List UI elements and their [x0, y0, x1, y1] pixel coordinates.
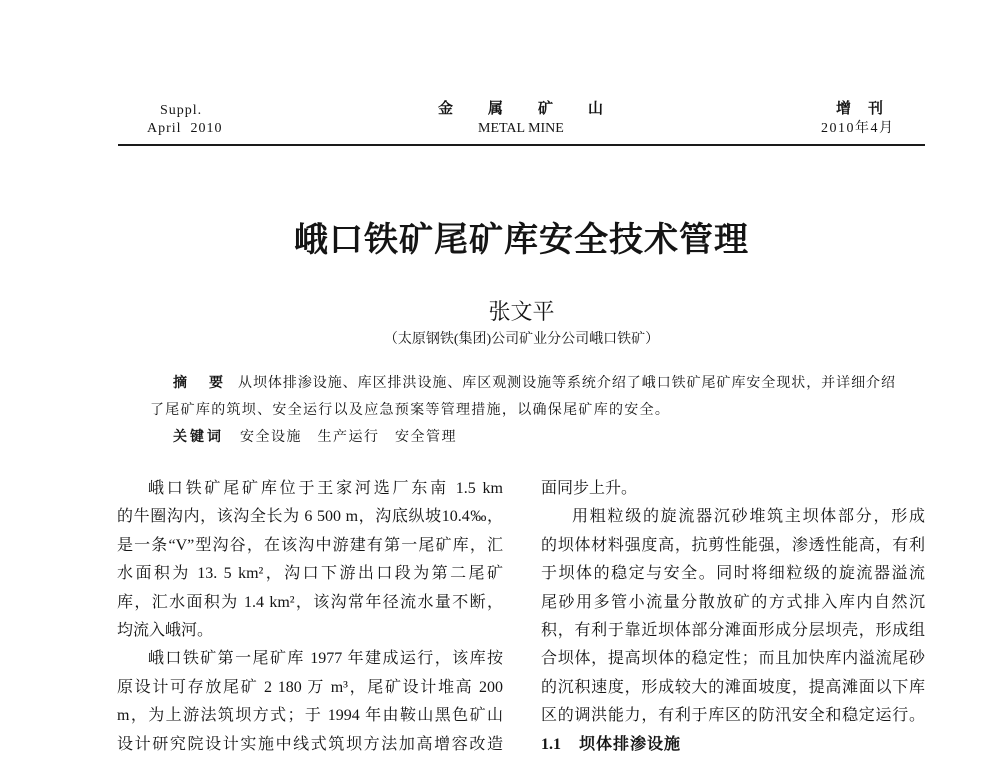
body-line: 积，有利于靠近坝体部分滩面形成分层坝壳，形成组	[541, 621, 925, 639]
body-line: 合坝体，提高坝体的稳定性；而且加快库内溢流尾砂	[541, 650, 925, 668]
issue-date-cn: 2010年4月	[821, 121, 895, 136]
supplement-label-cn: 增 刊	[836, 101, 885, 117]
header-rule	[118, 144, 925, 146]
body-column-right	[541, 475, 925, 759]
author-affiliation: （太原钢铁(集团)公司矿业分公司峨口铁矿）	[383, 332, 660, 347]
body-line: 原设计可存放尾矿 2 180 万 m³，尾矿设计堆高 200	[117, 678, 503, 696]
article-title: 峨口铁矿尾矿库安全技术管理	[294, 220, 749, 260]
abstract-text-line: 了尾矿库的筑坝、安全运行以及应急预案等管理措施，以确保尾矿库的安全。	[150, 403, 671, 418]
journal-name-cn: 金 属 矿 山	[438, 101, 614, 117]
keywords-label: 关键词	[173, 430, 224, 445]
body-line: 用粗粒级的旋流器沉砂堆筑主坝体部分，形成	[572, 508, 925, 526]
body-column-left	[117, 475, 503, 759]
body-line: 区的调洪能力，有利于库区的防汛安全和稳定运行。	[541, 707, 925, 725]
body-line: 是一条“V”型沟谷，在该沟中游建有第一尾矿库，汇	[117, 536, 503, 554]
section-title: 坝体排渗设施	[579, 735, 682, 753]
body-line: 的坝体材料强度高，抗剪性能强，渗透性能高，有利	[541, 536, 925, 554]
keywords-text: 安全设施 生产运行 安全管理	[240, 430, 457, 445]
body-line: 峨口铁矿第一尾矿库 1977 年建成运行，该库按	[148, 650, 503, 668]
body-line: m，为上游法筑坝方式；于 1994 年由鞍山黑色矿山	[117, 707, 503, 725]
body-line: 设计研究院设计实施中线式筑坝方法加高增容改造	[117, 735, 503, 753]
body-line: 峨口铁矿尾矿库位于王家河选厂东南 1.5 km	[148, 480, 503, 497]
supplement-label-en: Suppl.	[160, 103, 203, 118]
journal-name-en: METAL MINE	[478, 121, 564, 136]
author-name: 张文平	[488, 299, 555, 324]
body-line: 于坝体的稳定与安全。同时将细粒级的旋流器溢流	[541, 565, 925, 583]
body-line: 水面积为 13. 5 km²，沟口下游出口段为第二尾矿	[117, 565, 503, 583]
body-line: 的沉积速度，形成较大的滩面坡度，提高滩面以下库	[541, 678, 925, 696]
section-heading	[541, 731, 925, 759]
body-line: 尾砂用多管小流量分散放矿的方式排入库内自然沉	[541, 593, 925, 611]
issue-date-en: April 2010	[147, 121, 223, 136]
section-number: 1.1	[541, 735, 561, 753]
body-line: 面同步上升。	[541, 480, 638, 497]
body-line: 库，汇水面积为 1.4 km²，该沟常年径流水量不断，	[117, 593, 503, 611]
body-line: 的牛圈沟内，该沟全长为 6 500 m，沟底纵坡10.4‰，	[117, 508, 503, 526]
body-line: 均流入峨河。	[117, 621, 214, 639]
abstract-text-line: 从坝体排渗设施、库区排洪设施、库区观测设施等系统介绍了峨口铁矿尾矿库安全现状，并详细介绍	[238, 376, 895, 391]
abstract-label: 摘 要	[173, 376, 227, 391]
